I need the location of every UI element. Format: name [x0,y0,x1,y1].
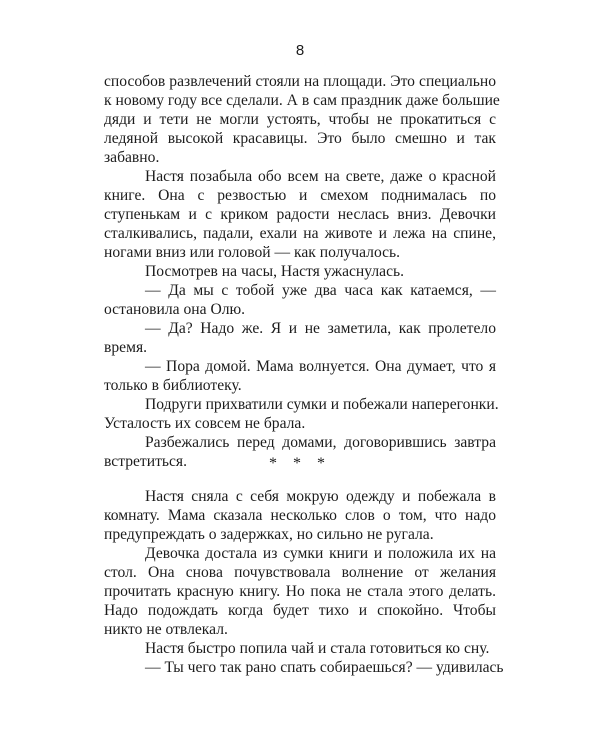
text-line: Настя быстро попила чай и стала готовиться ко сну. [145,640,490,657]
text-block-1 [104,72,500,471]
text-line: время. [104,339,148,356]
text-line: Подруги прихватили сумки и побежали наперегонки. [145,396,499,413]
text-line: к новому году все сделали. А в сам праздник даже большие [104,92,500,109]
text-line: забавно. [104,149,160,166]
text-line: Настя сняла с себя мокрую одежду и побежала в [145,488,496,505]
text-line: ледяной высокой красавицы. Это было смешно и так [104,130,496,147]
text-line: ступенькам и с криком радости неслась вниз. Девочки [104,206,496,223]
text-line: Разбежались перед домами, договорившись завтра [145,434,496,451]
text-line: Надо подождать когда будет тихо и спокойно. Чтобы [104,602,496,619]
text-line: дяди и тети не могли устоять, чтобы не прокатиться с [104,111,496,128]
text-line: — Да мы с тобой уже два часа как катаемся, — [145,282,496,299]
text-line: — Пора домой. Мама волнуется. Она думает, что я [145,358,496,375]
text-line: встретиться. [104,453,187,470]
text-line: — Ты чего так рано спать собираешься? — удивилась [145,659,504,676]
text-line: книге. Она с резвостью и смехом поднималась по [104,187,496,204]
text-line: предупреждать о задержках, но сильно не ругала. [104,526,434,543]
text-line: стол. Она снова почувствовала волнение от желания [104,564,496,581]
text-line: способов развлечений стояли на площади. Это специально [104,73,496,90]
text-line: Посмотрев на часы, Настя ужаснулась. [145,263,405,280]
text-line: ногами вниз или головой — как получалось. [104,244,401,261]
text-line: Усталость их совсем не брала. [104,415,306,432]
text-line: комнату. Мама сказала несколько слов о том, что надо [104,507,496,524]
text-line: никто не отвлекал. [104,621,228,638]
text-line: остановила она Олю. [104,301,246,318]
text-line: прочитать красную книгу. Но пока не стала этого делать. [104,583,496,600]
page-number: 8 [295,42,305,59]
section-separator: * * * [269,455,331,472]
text-line: Девочка достала из сумки книги и положила их на [145,545,496,562]
text-line: только в библиотеку. [104,377,242,394]
text-block-2 [104,487,504,677]
text-line: Настя позабыла обо всем на свете, даже о красной [145,168,496,185]
text-line: сталкивались, падали, ехали на животе и лежа на спине, [104,225,496,242]
text-line: — Да? Надо же. Я и не заметила, как пролетело [145,320,496,337]
